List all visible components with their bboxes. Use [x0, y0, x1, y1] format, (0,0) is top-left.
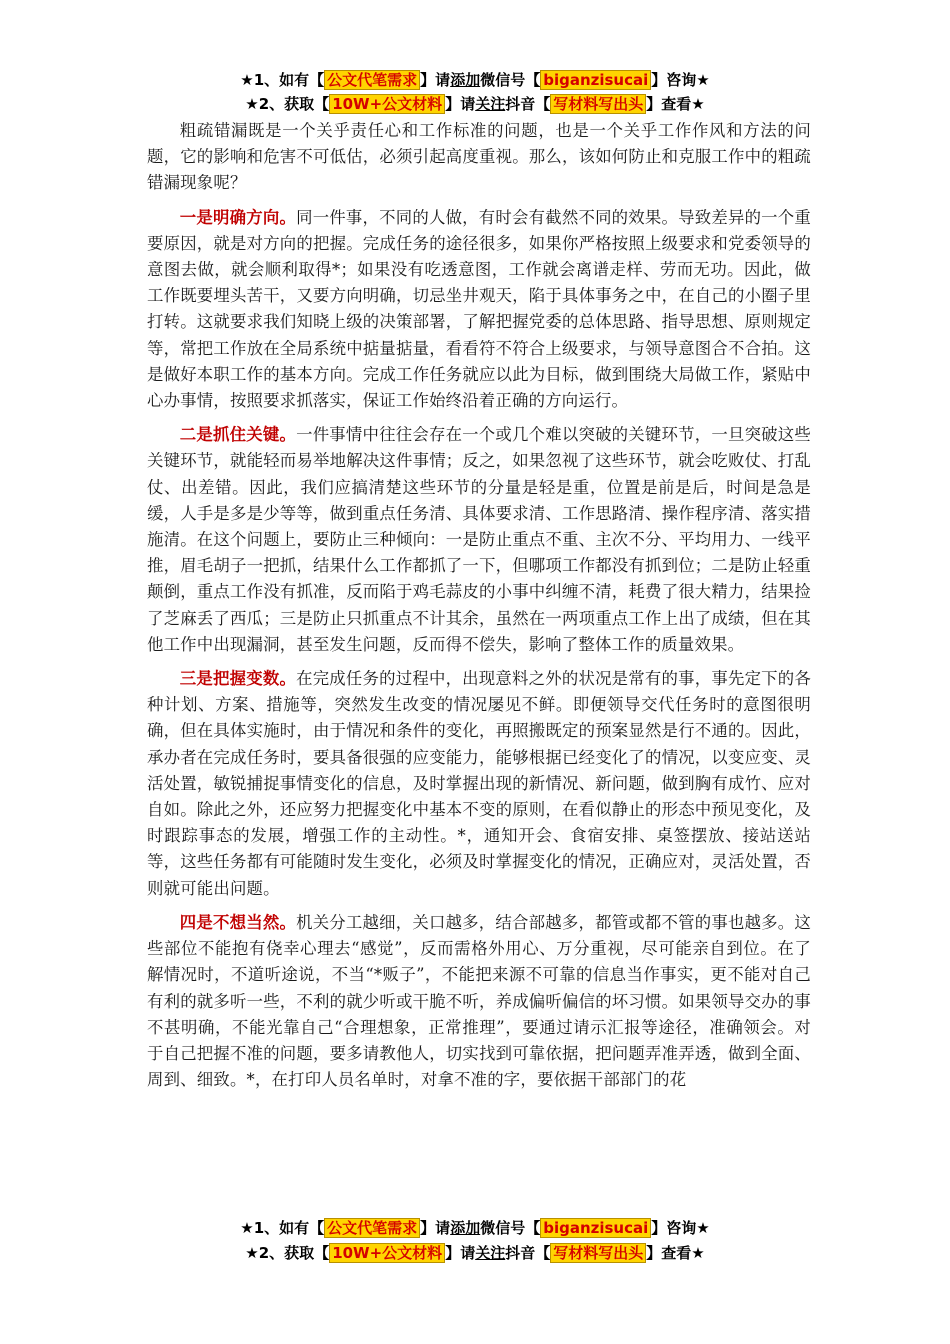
banner-text: 】咨询★	[651, 1219, 710, 1237]
footer-banner-line-1	[0, 1216, 950, 1240]
highlight-tag: 10W+公文材料	[329, 94, 445, 114]
section-body: 机关分工越细，关口越多，结合部越多，都管或都不管的事也越多。这些部位不能抱有侥幸心理去“感觉”，反而需格外用心、万分重视，尽可能亲自到位。在了解情况时，不道听途说，不当“*贩子”，不能把来源不可靠的信息当作事实，更不能对自己有利的就多听一些，不利的就少听或干脆不听，养成偏听偏信的坏习惯。如果领导交办的事不甚明确，不能光靠自己“合理想象，正常推理”，要通过请示汇报等途径，准确领会。对于自己把握不准的问题，要多请教他人，切实找到可靠依据，把问题弄准弄透，做到全面、周到、细致。*，在打印人员名单时，对拿不准的字，要依据干部部门的花	[147, 912, 811, 1090]
banner-text: 】请	[420, 71, 451, 89]
highlight-tag: 公文代笔需求	[324, 1218, 420, 1238]
section-paragraph	[147, 422, 811, 658]
section-body: 一件事情中往往会存在一个或几个难以突破的关键环节，一旦突破这些关键环节，就能轻而易举地解决这件事情；反之，如果忽视了这些环节，就会吃败仗、打乱仗、出差错。因此，我们应搞清楚这些环节的分量是轻是重，位置是前是后，时间是急是缓，人手是多是少等等，做到重点任务清、具体要求清、工作思路清、操作程序清、落实措施清。在这个问题上，要防止三种倾向：一是防止重点不重、主次不分、平均用力、一线平推，眉毛胡子一把抓，结果什么工作都抓了一下，但哪项工作都没有抓到位；二是防止轻重颠倒，重点工作没有抓准，反而陷于鸡毛蒜皮的小事中纠缠不清，耗费了很大精力，结果捡了芝麻丢了西瓜；三是防止只抓重点不计其余，虽然在一两项重点工作上出了成绩，但在其他工作中出现漏洞，甚至发生问题，反而得不偿失，影响了整体工作的质量效果。	[147, 425, 811, 654]
highlight-tag: biganzisucai	[540, 1218, 651, 1238]
banner-text: ★2、获取【	[245, 95, 330, 113]
highlight-tag: biganzisucai	[540, 70, 651, 90]
banner-text: 】请	[445, 95, 476, 113]
section-paragraph	[147, 666, 811, 902]
banner-text-underlined: 关注	[475, 95, 506, 113]
intro-paragraph: 粗疏错漏既是一个关乎责任心和工作标准的问题，也是一个关乎工作作风和方法的问题，它的影响和危害不可低估，必须引起高度重视。那么，该如何防止和克服工作中的粗疏错漏现象呢？	[147, 121, 811, 193]
banner-text: 抖音【	[505, 95, 551, 113]
section-heading: 二是抓住关键。	[179, 425, 297, 445]
highlight-tag: 写材料写出头	[550, 94, 646, 114]
section-heading: 四是不想当然。	[179, 912, 297, 932]
banner-text-underlined: 关注	[475, 1244, 506, 1262]
article-body	[147, 118, 811, 1101]
section-body: 同一件事，不同的人做，有时会有截然不同的效果。导致差异的一个重要原因，就是对方向的把握。完成任务的途径很多，如果你严格按照上级要求和党委领导的意图去做，就会顺利取得*；如果没有吃透意图，工作就会离谱走样、劳而无功。因此，做工作既要埋头苦干，又要方向明确，切忌坐井观天，陷于具体事务之中，在自己的小圈子里打转。这就要求我们知晓上级的决策部署，了解把握党委的总体思路、指导思想、原则规定等，常把工作放在全局系统中掂量掂量，看看符不符合上级要求，与领导意图合不合拍。这是做好本职工作的基本方向。完成工作任务就应以此为目标，做到围绕大局做工作，紧贴中心办事情，按照要求抓落实，保证工作始终沿着正确的方向运行。	[147, 207, 811, 411]
banner-text: 】查看★	[646, 95, 705, 113]
banner-text: ★2、获取【	[245, 1244, 330, 1262]
section-heading: 一是明确方向。	[179, 207, 297, 227]
banner-text: 】请	[445, 1244, 476, 1262]
banner-text-underlined: 添加	[450, 1219, 481, 1237]
header-banner-line-1	[0, 68, 950, 92]
header-banner-line-2	[0, 92, 950, 116]
banner-text: 】请	[420, 1219, 451, 1237]
banner-text: 】查看★	[646, 1244, 705, 1262]
banner-text: 微信号【	[480, 71, 541, 89]
footer-banner-line-2	[0, 1241, 950, 1265]
section-heading: 三是把握变数。	[179, 669, 297, 689]
section-body: 在完成任务的过程中，出现意料之外的状况是常有的事，事先定下的各种计划、方案、措施等，突然发生改变的情况屡见不鲜。即便领导交代任务时的意图很明确，但在具体实施时，由于情况和条件的变化，再照搬既定的预案显然是行不通的。因此，承办者在完成任务时，要具备很强的应变能力，能够根据已经变化了的情况，以变应变、灵活处置，敏锐捕捉事情变化的信息，及时掌握出现的新情况、新问题，做到胸有成竹、应对自如。除此之外，还应努力把握变化中基本不变的原则，在看似静止的形态中预见变化，及时跟踪事态的发展，增强工作的主动性。*，通知开会、食宿安排、桌签摆放、接站送站等，这些任务都有可能随时发生变化，必须及时掌握变化的情况，正确应对，灵活处置，否则就可能出问题。	[147, 669, 811, 898]
highlight-tag: 写材料写出头	[550, 1243, 646, 1263]
section-paragraph	[147, 910, 811, 1093]
highlight-tag: 10W+公文材料	[329, 1243, 445, 1263]
banner-text: ★1、如有【	[240, 1219, 325, 1237]
banner-text-underlined: 添加	[450, 71, 481, 89]
section-paragraph	[147, 205, 811, 415]
highlight-tag: 公文代笔需求	[324, 70, 420, 90]
banner-text: 】咨询★	[651, 71, 710, 89]
banner-text: ★1、如有【	[240, 71, 325, 89]
banner-text: 微信号【	[480, 1219, 541, 1237]
banner-text: 抖音【	[505, 1244, 551, 1262]
